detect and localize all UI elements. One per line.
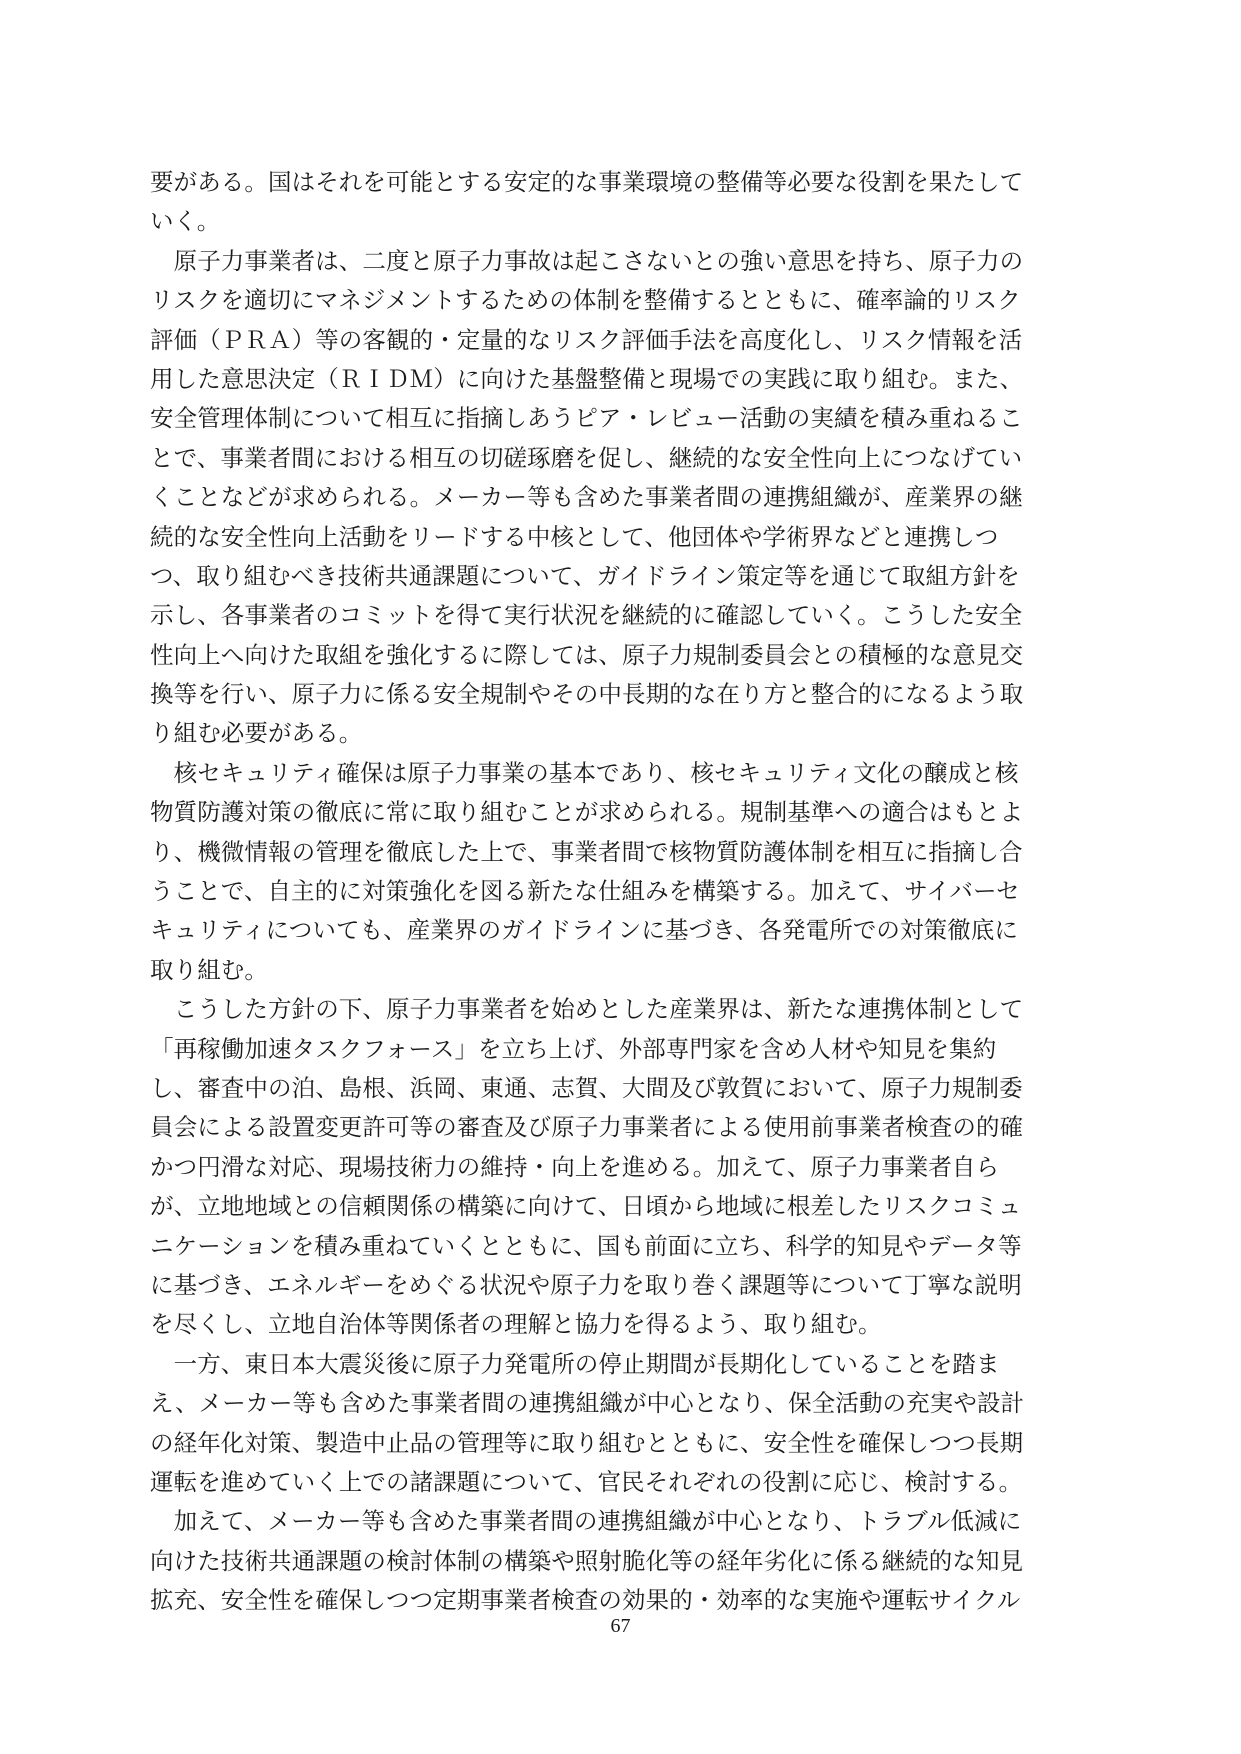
text-line: くことなどが求められる。メーカー等も含めた事業者間の連携組織が、産業界の継 bbox=[150, 483, 1023, 512]
text-line: え、メーカー等も含めた事業者間の連携組織が中心となり、保全活動の充実や設計 bbox=[150, 1389, 1025, 1418]
text-line: 評価（ＰＲＡ）等の客観的・定量的なリスク評価手法を高度化し、リスク情報を活 bbox=[150, 325, 1023, 354]
text-line: 向けた技術共通課題の検討体制の構築や照射脆化等の経年劣化に係る継続的な知見 bbox=[150, 1546, 1024, 1575]
text-line: ニケーションを積み重ねていくとともに、国も前面に立ち、科学的知見やデータ等 bbox=[150, 1231, 1022, 1260]
text-line: 核セキュリティ確保は原子力事業の基本であり、核セキュリティ文化の醸成と核 bbox=[150, 758, 1019, 787]
text-line: 員会による設置変更許可等の審査及び原子力事業者による使用前事業者検査の的確 bbox=[150, 1113, 1024, 1142]
text-line: り組む必要がある。 bbox=[150, 719, 363, 748]
text-line: かつ円滑な対応、現場技術力の維持・向上を進める。加えて、原子力事業者自ら bbox=[150, 1152, 1000, 1181]
text-line: 原子力事業者は、二度と原子力事故は起こさないとの強い意思を持ち、原子力の bbox=[150, 246, 1024, 275]
text-line: を尽くし、立地自治体等関係者の理解と協力を得るよう、取り組む。 bbox=[150, 1310, 882, 1339]
text-line: 「再稼働加速タスクフォース」を立ち上げ、外部専門家を含め人材や知見を集約 bbox=[150, 1034, 997, 1063]
text-line: に基づき、エネルギーをめぐる状況や原子力を取り巻く課題等について丁寧な説明 bbox=[150, 1270, 1022, 1299]
text-line: 安全管理体制について相互に指摘しあうピア・レビュー活動の実績を積み重ねるこ bbox=[150, 404, 1023, 433]
text-line: こうした方針の下、原子力事業者を始めとした産業界は、新たな連携体制として bbox=[150, 995, 1024, 1024]
text-line: り、機微情報の管理を徹底した上で、事業者間で核物質防護体制を相互に指摘し合 bbox=[150, 837, 1023, 866]
text-line: 性向上へ向けた取組を強化するに際しては、原子力規制委員会との積極的な意見交 bbox=[150, 640, 1024, 669]
text-line: の経年化対策、製造中止品の管理等に取り組むとともに、安全性を確保しつつ長期 bbox=[150, 1428, 1024, 1457]
text-line: が、立地地域との信頼関係の構築に向けて、日頃から地域に根差したリスクコミュ bbox=[150, 1192, 1022, 1221]
text-line: 換等を行い、原子力に係る安全規制やその中長期的な在り方と整合的になるよう取 bbox=[150, 680, 1024, 709]
text-line: つ、取り組むべき技術共通課題について、ガイドライン策定等を通じて取組方針を bbox=[150, 561, 1020, 590]
text-line: リスクを適切にマネジメントするための体制を整備するとともに、確率論的リスク bbox=[150, 286, 1021, 315]
text-line: うことで、自主的に対策強化を図る新たな仕組みを構築する。加えて、サイバーセ bbox=[150, 877, 1020, 906]
text-line: 要がある。国はそれを可能とする安定的な事業環境の整備等必要な役割を果たして bbox=[150, 168, 1024, 196]
text-line: キュリティについても、産業界のガイドラインに基づき、各発電所での対策徹底に bbox=[150, 916, 1019, 945]
text-line: 運転を進めていく上での諸課題について、官民それぞれの役割に応じ、検討する。 bbox=[150, 1467, 1023, 1496]
text-line: 物質防護対策の徹底に常に取り組むことが求められる。規制基準への適合はもとよ bbox=[150, 798, 1024, 827]
text-line: し、審査中の泊、島根、浜岡、東通、志賀、大間及び敦賀において、原子力規制委 bbox=[150, 1073, 1023, 1102]
text-line: 取り組む。 bbox=[150, 955, 268, 984]
text-line: 示し、各事業者のコミットを得て実行状況を継続的に確認していく。こうした安全 bbox=[150, 601, 1023, 630]
text-line: 拡充、安全性を確保しつつ定期事業者検査の効果的・効率的な実施や運転サイクル bbox=[150, 1586, 1021, 1615]
page-number: 67 bbox=[610, 1615, 631, 1637]
body-text bbox=[150, 163, 1090, 1620]
text-line: とで、事業者間における相互の切磋琢磨を促し、継続的な安全性向上につなげてい bbox=[150, 443, 1023, 472]
text-line: いく。 bbox=[150, 207, 221, 236]
text-line: 一方、東日本大震災後に原子力発電所の停止期間が長期化していることを踏ま bbox=[150, 1349, 1000, 1378]
text-line: 加えて、メーカー等も含めた事業者間の連携組織が中心となり、トラブル低減に bbox=[150, 1507, 1022, 1536]
text-line: 続的な安全性向上活動をリードする中核として、他団体や学術界などと連携しつ bbox=[150, 522, 999, 551]
text-line: 用した意思決定（ＲＩＤＭ）に向けた基盤整備と現場での実践に取り組む。また、 bbox=[150, 364, 1024, 393]
